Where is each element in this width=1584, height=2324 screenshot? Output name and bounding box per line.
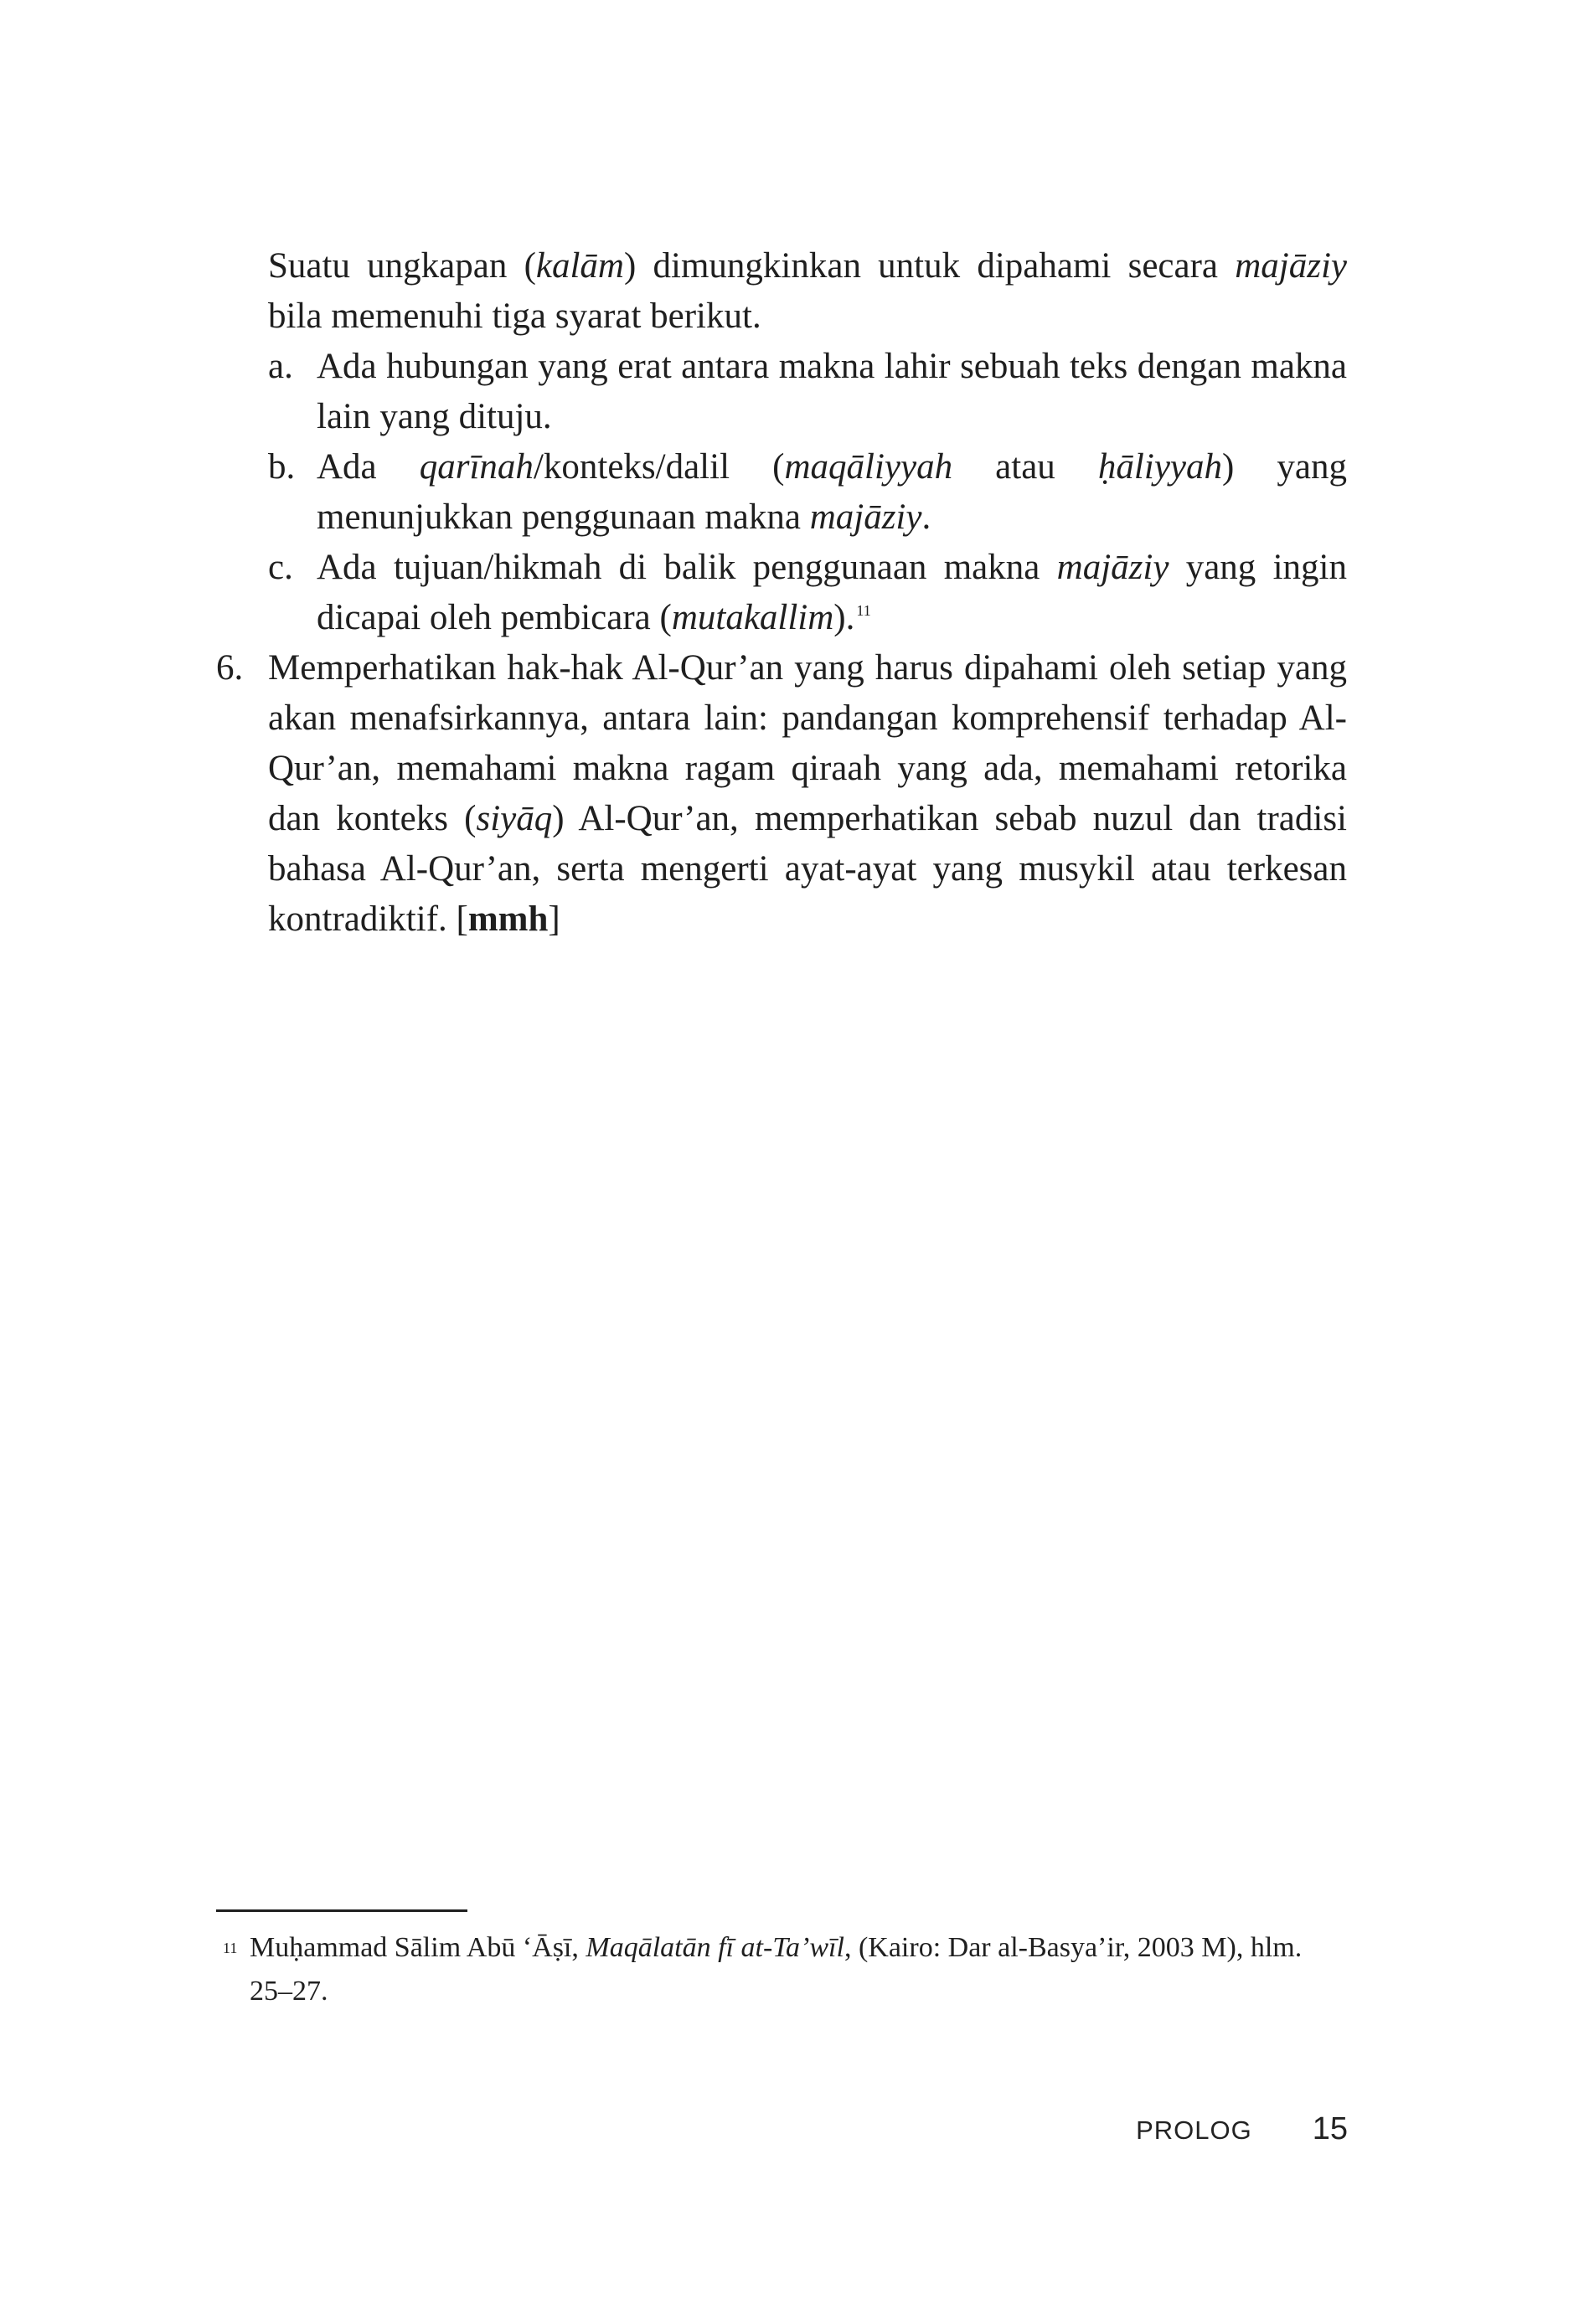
numbered-item-6 xyxy=(216,643,1347,945)
text-run: ) dimungkinkan untuk dipahami secara xyxy=(623,246,1236,286)
text-run: ) Al-Qur’an, memperhatikan sebab nuzul dan tradisi bahasa Al-Qur’an, serta mengerti ayat-ayat yang musykil atau terkesan kontradiktif. [ xyxy=(268,799,1348,939)
text-run: Memperhatikan hak-hak Al-Qur’an yang harus dipahami oleh setiap yang akan menafsirkannya, antara lain: pandangan komprehensif terhadap Al-Qur’an, memahami makna ragam qiraah yang ada, memahami retorika dan konteks ( xyxy=(268,648,1347,838)
list-marker: c. xyxy=(268,548,293,587)
text-run: ). xyxy=(833,598,855,637)
text-run: atau xyxy=(952,447,1098,487)
italic-term: ḥāliyyah xyxy=(1097,447,1222,487)
text-run: . xyxy=(921,497,931,537)
list-item xyxy=(216,342,1347,442)
italic-title: Maqālatān fī at-Ta’wīl xyxy=(586,1932,844,1963)
text-run: Muḥammad Sālim Abū ‘Āṣī, xyxy=(250,1932,586,1963)
italic-term: maqāliyyah xyxy=(784,447,953,487)
list-marker: b. xyxy=(268,447,296,487)
text-run: /konteks/dalil ( xyxy=(533,447,785,487)
footnote-divider xyxy=(216,1909,467,1912)
text-run: bila memenuhi tiga syarat berikut. xyxy=(268,296,761,336)
italic-term: majāziy xyxy=(1056,548,1169,587)
italic-term: kalām xyxy=(535,246,624,286)
text-run: Ada hubungan yang erat antara makna lahir sebuah teks dengan makna lain yang dituju. xyxy=(317,347,1347,436)
italic-term: mutakallim xyxy=(671,598,834,637)
condition-list xyxy=(216,342,1347,643)
text-run: , (Kairo: Dar al-Basya’ir, 2003 M), hlm. 25–27. xyxy=(250,1932,1303,2007)
footnote-text xyxy=(250,1926,1347,2013)
list-item xyxy=(216,442,1347,543)
page-footer xyxy=(1136,2111,1348,2147)
italic-term: qarīnah xyxy=(419,447,534,487)
footnote xyxy=(216,1926,1347,2013)
main-text xyxy=(216,241,1347,945)
list-number: 6. xyxy=(216,648,244,688)
author-initials: mmh xyxy=(467,899,549,939)
text-run: Ada tujuan/hikmah di balik penggunaan makna xyxy=(317,548,1057,587)
text-run: ] xyxy=(548,899,560,939)
text-run: Suatu ungkapan ( xyxy=(268,246,536,286)
text-run: Ada xyxy=(317,447,420,487)
text-run: ) yang menunjukkan penggunaan makna xyxy=(317,447,1348,537)
footnote-number: 11 xyxy=(223,1940,238,1956)
italic-term: majāziy xyxy=(1235,246,1347,286)
intro-paragraph xyxy=(268,241,1347,342)
list-item xyxy=(216,543,1347,643)
text-run: yang ingin dicapai oleh pembicara ( xyxy=(317,548,1347,637)
italic-term: majāziy xyxy=(809,497,922,537)
footnote-reference[interactable]: 11 xyxy=(856,602,871,619)
page-number: 15 xyxy=(1312,2111,1348,2146)
italic-term: siyāq xyxy=(476,799,553,838)
list-marker: a. xyxy=(268,347,293,386)
running-head: PROLOG xyxy=(1136,2115,1252,2145)
